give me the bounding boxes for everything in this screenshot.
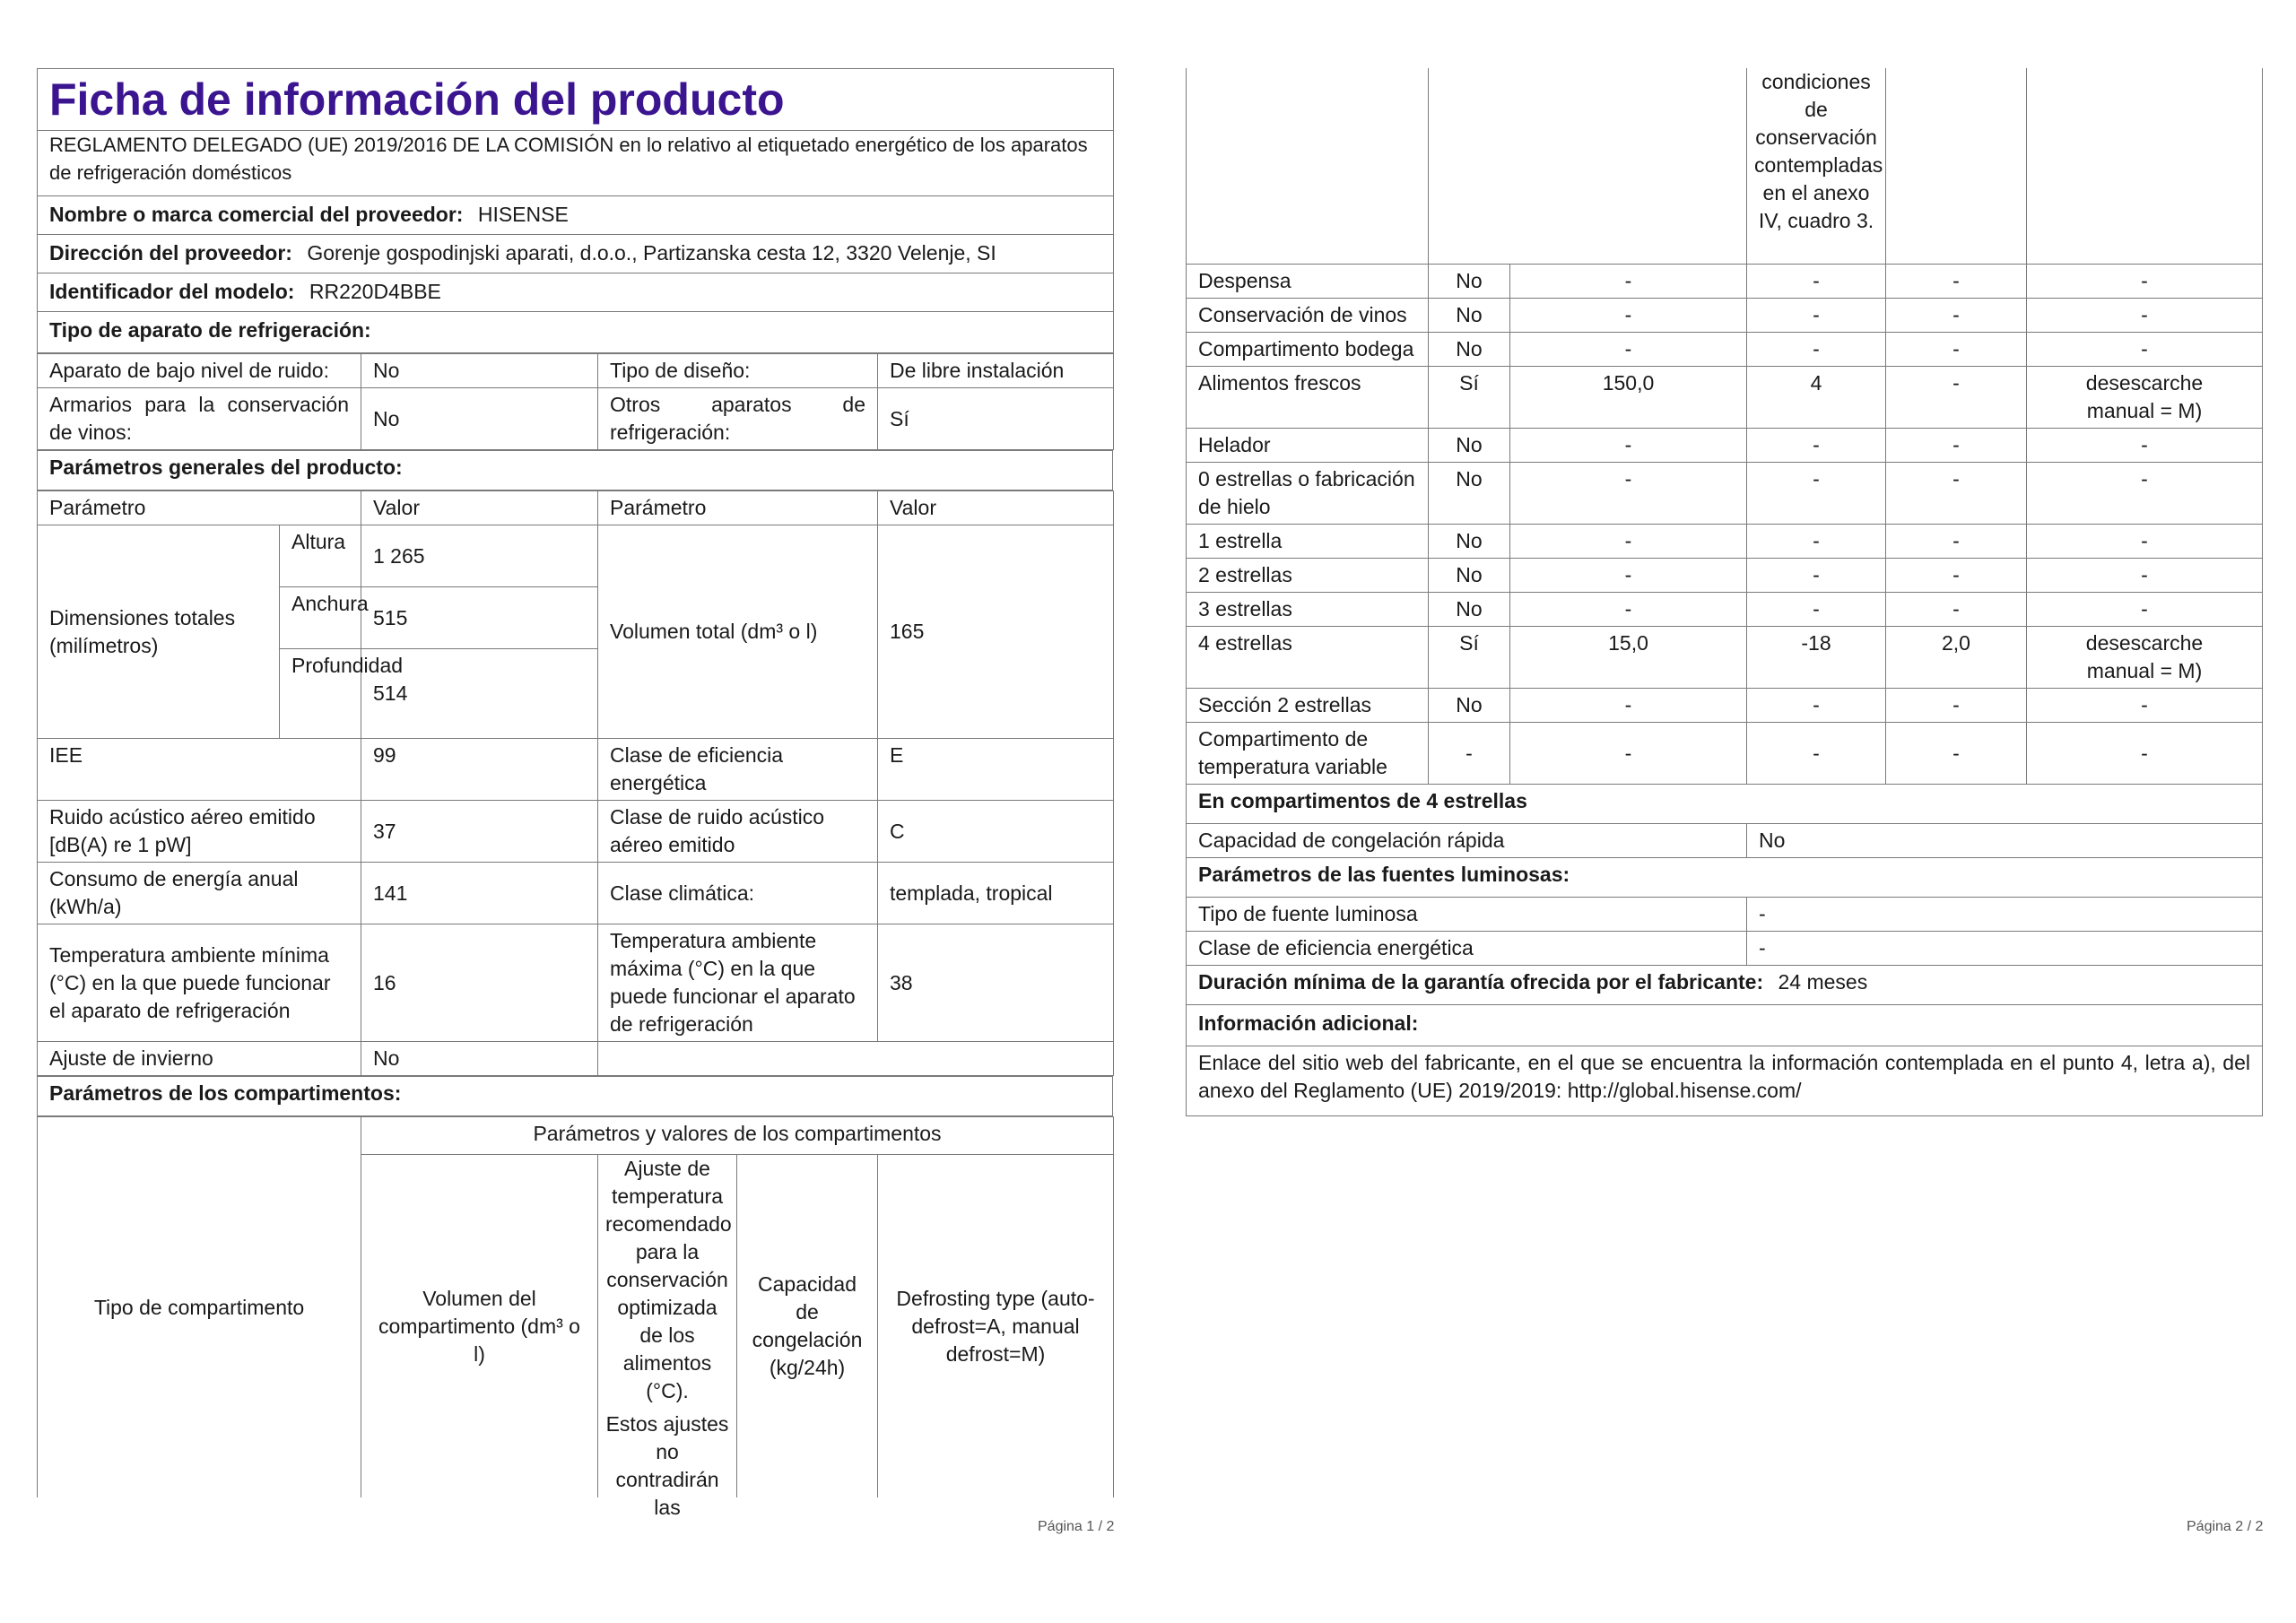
compartment-freeze: - — [1886, 525, 2027, 559]
compartment-volume: - — [1510, 559, 1747, 593]
noise-label: Ruido acústico aéreo emitido [dB(A) re 1 pW] — [38, 801, 361, 863]
compartment-defrost: - — [2027, 265, 2263, 299]
compartment-temp: - — [1747, 265, 1886, 299]
wine-storage-label: Armarios para la conservación de vinos: — [38, 388, 361, 450]
appliance-type-table — [37, 353, 1114, 450]
comp-params-header: Parámetros y valores de los compartimentos — [361, 1117, 1114, 1155]
climate-class-value: templada, tropical — [878, 863, 1114, 924]
total-volume-value: 165 — [878, 525, 1114, 739]
compartment-name: Sección 2 estrellas — [1187, 689, 1429, 723]
width-value: 515 — [361, 587, 598, 649]
header-continuation: condiciones de conservación contempladas en el anexo IV, cuadro 3. — [1747, 68, 1886, 265]
comp-freeze-header: Capacidad de congelación (kg/24h) — [737, 1155, 878, 1498]
model-row — [38, 273, 1114, 312]
page-1 — [37, 68, 1113, 1519]
eei-label: IEE — [38, 739, 361, 801]
light-type-label: Tipo de fuente luminosa — [1187, 898, 1747, 932]
compartment-present: No — [1429, 689, 1510, 723]
compartment-present: No — [1429, 593, 1510, 627]
compartment-temp: - — [1747, 723, 1886, 785]
compartment-row — [1187, 627, 2263, 689]
compartment-freeze: - — [1886, 367, 2027, 429]
compartment-temp: - — [1747, 463, 1886, 525]
regulation-text: REGLAMENTO DELEGADO (UE) 2019/2016 DE LA COMISIÓN en lo relativo al etiquetado energético de los aparatos de refrigeración domésticos — [38, 131, 1114, 196]
compartment-present: No — [1429, 463, 1510, 525]
other-appliances-value: Sí — [878, 388, 1114, 450]
eei-value: 99 — [361, 739, 598, 801]
compartment-row — [1187, 333, 2263, 367]
compartment-defrost: - — [2027, 689, 2263, 723]
min-temp-label: Temperatura ambiente mínima (°C) en la que puede funcionar el aparato de refrigeración — [38, 924, 361, 1042]
value-col-header-2: Valor — [878, 491, 1114, 525]
compartment-volume: 150,0 — [1510, 367, 1747, 429]
noise-class-value: C — [878, 801, 1114, 863]
compartment-row — [1187, 265, 2263, 299]
compartment-temp: - — [1747, 333, 1886, 367]
light-type-value: - — [1747, 898, 2263, 932]
compartment-present: Sí — [1429, 627, 1510, 689]
compartment-defrost: desescarche manual = M) — [2027, 627, 2263, 689]
cont-empty-3 — [1886, 68, 2027, 265]
compartment-temp: - — [1747, 299, 1886, 333]
compartment-name: Compartimento de temperatura variable — [1187, 723, 1429, 785]
compartment-present: No — [1429, 429, 1510, 463]
compartments-table — [1186, 68, 2263, 785]
comp-temp-header: Ajuste de temperatura recomendado para la conservación optimizada de los alimentos (°C). — [605, 1157, 732, 1402]
compartment-name: Compartimento bodega — [1187, 333, 1429, 367]
compartment-temp: - — [1747, 429, 1886, 463]
product-info-header-table — [37, 68, 1114, 353]
compartment-freeze: - — [1886, 333, 2027, 367]
supplier-address-label: Dirección del proveedor: — [49, 241, 292, 265]
compartment-volume: - — [1510, 525, 1747, 559]
compartments-heading: Parámetros de los compartimentos: — [38, 1077, 1113, 1116]
compartment-temp: - — [1747, 689, 1886, 723]
compartment-freeze: - — [1886, 689, 2027, 723]
compartment-defrost: - — [2027, 429, 2263, 463]
comp-temp-header-2: Estos ajustes no contradirán las — [605, 1412, 729, 1519]
width-label: Anchura — [280, 587, 361, 649]
compartment-temp: - — [1747, 525, 1886, 559]
compartment-defrost: desescarche manual = M) — [2027, 367, 2263, 429]
height-value: 1 265 — [361, 525, 598, 587]
max-temp-value: 38 — [878, 924, 1114, 1042]
general-params-heading: Parámetros generales del producto: — [38, 451, 1113, 490]
compartment-defrost: - — [2027, 559, 2263, 593]
fast-freeze-label: Capacidad de congelación rápida — [1187, 824, 1747, 858]
warranty-value: 24 meses — [1778, 970, 1868, 994]
compartment-name: 0 estrellas o fabricación de hielo — [1187, 463, 1429, 525]
compartment-present: No — [1429, 559, 1510, 593]
compartment-name: Helador — [1187, 429, 1429, 463]
compartment-row — [1187, 367, 2263, 429]
additional-heading: Información adicional: — [1187, 1005, 2263, 1046]
compartment-freeze: 2,0 — [1886, 627, 2027, 689]
compartments-heading-table — [37, 1076, 1113, 1116]
page-1-footer: Página 1 / 2 — [1038, 1519, 1115, 1534]
wine-storage-value: No — [361, 388, 598, 450]
compartments-header-table — [37, 1116, 1114, 1519]
dimensions-label: Dimensiones totales (milímetros) — [38, 525, 280, 739]
light-class-value: - — [1747, 932, 2263, 966]
compartment-freeze: - — [1886, 463, 2027, 525]
supplier-address-value: Gorenje gospodinjski aparati, d.o.o., Partizanska cesta 12, 3320 Velenje, SI — [307, 241, 996, 265]
compartment-present: No — [1429, 525, 1510, 559]
compartment-volume: - — [1510, 333, 1747, 367]
compartment-row — [1187, 689, 2263, 723]
document-title: Ficha de información del producto — [38, 69, 1114, 131]
compartment-defrost: - — [2027, 463, 2263, 525]
compartment-row — [1187, 299, 2263, 333]
compartment-row — [1187, 429, 2263, 463]
compartment-name: Despensa — [1187, 265, 1429, 299]
energy-class-value: E — [878, 739, 1114, 801]
compartment-volume: - — [1510, 299, 1747, 333]
low-noise-value: No — [361, 354, 598, 388]
winter-label: Ajuste de invierno — [38, 1042, 361, 1076]
compartment-rows — [1187, 265, 2263, 785]
four-star-table — [1186, 785, 2263, 1116]
additional-text: Enlace del sitio web del fabricante, en el que se encuentra la información contemplada en el punto 4, letra a), del anexo del Reglamento (UE) 2019/2019: http://global.hisense.com/ — [1187, 1046, 2263, 1116]
model-value: RR220D4BBE — [309, 280, 441, 303]
compartment-present: No — [1429, 265, 1510, 299]
winter-value: No — [361, 1042, 598, 1076]
compartment-defrost: - — [2027, 333, 2263, 367]
compartment-temp: 4 — [1747, 367, 1886, 429]
compartment-volume: - — [1510, 429, 1747, 463]
compartment-present: No — [1429, 333, 1510, 367]
compartment-defrost: - — [2027, 299, 2263, 333]
compartment-name: 2 estrellas — [1187, 559, 1429, 593]
supplier-name-value: HISENSE — [477, 203, 569, 226]
compartment-freeze: - — [1886, 593, 2027, 627]
compartment-present: - — [1429, 723, 1510, 785]
compartment-defrost: - — [2027, 525, 2263, 559]
compartment-freeze: - — [1886, 723, 2027, 785]
compartment-defrost: - — [2027, 723, 2263, 785]
cont-empty-4 — [2027, 68, 2263, 265]
annual-energy-value: 141 — [361, 863, 598, 924]
compartment-volume: - — [1510, 689, 1747, 723]
compartment-freeze: - — [1886, 429, 2027, 463]
low-noise-label: Aparato de bajo nivel de ruido: — [38, 354, 361, 388]
supplier-address-row — [38, 235, 1114, 273]
page-2-footer: Página 2 / 2 — [2187, 1519, 2264, 1534]
light-heading: Parámetros de las fuentes luminosas: — [1187, 858, 2263, 898]
param-col-header-2: Parámetro — [598, 491, 878, 525]
compartment-name: 1 estrella — [1187, 525, 1429, 559]
general-params-heading-table — [37, 450, 1113, 490]
compartment-name: 4 estrellas — [1187, 627, 1429, 689]
compartment-volume: - — [1510, 265, 1747, 299]
comp-volume-header: Volumen del compartimento (dm³ o l) — [361, 1155, 598, 1498]
comp-defrost-header: Defrosting type (auto-defrost=A, manual defrost=M) — [878, 1155, 1114, 1498]
compartment-temp: -18 — [1747, 627, 1886, 689]
depth-label: Profundidad — [280, 649, 361, 739]
compartment-row — [1187, 463, 2263, 525]
comp-temp-header-cell — [598, 1155, 737, 1519]
compartment-name: Alimentos frescos — [1187, 367, 1429, 429]
energy-class-label: Clase de eficiencia energética — [598, 739, 878, 801]
compartment-name: 3 estrellas — [1187, 593, 1429, 627]
compartment-name: Conservación de vinos — [1187, 299, 1429, 333]
total-volume-label: Volumen total (dm³ o l) — [598, 525, 878, 739]
annual-energy-label: Consumo de energía anual (kWh/a) — [38, 863, 361, 924]
compartment-present: Sí — [1429, 367, 1510, 429]
max-temp-label: Temperatura ambiente máxima (°C) en la que puede funcionar el aparato de refrigeración — [598, 924, 878, 1042]
compartment-volume: 15,0 — [1510, 627, 1747, 689]
four-star-heading: En compartimentos de 4 estrellas — [1187, 785, 2263, 824]
noise-class-label: Clase de ruido acústico aéreo emitido — [598, 801, 878, 863]
warranty-row — [1187, 966, 2263, 1005]
fast-freeze-value: No — [1747, 824, 2263, 858]
cont-empty-1 — [1187, 68, 1429, 265]
compartment-volume: - — [1510, 463, 1747, 525]
compartment-freeze: - — [1886, 265, 2027, 299]
supplier-name-row — [38, 196, 1114, 235]
climate-class-label: Clase climática: — [598, 863, 878, 924]
param-col-header: Parámetro — [38, 491, 361, 525]
compartment-freeze: - — [1886, 299, 2027, 333]
value-col-header: Valor — [361, 491, 598, 525]
compartment-present: No — [1429, 299, 1510, 333]
design-type-label: Tipo de diseño: — [598, 354, 878, 388]
height-label: Altura — [280, 525, 361, 587]
compartment-temp: - — [1747, 559, 1886, 593]
winter-empty-cell — [598, 1042, 1114, 1076]
warranty-label: Duración mínima de la garantía ofrecida por el fabricante: — [1198, 970, 1764, 994]
noise-value: 37 — [361, 801, 598, 863]
compartment-row — [1187, 559, 2263, 593]
page-2 — [1186, 68, 2262, 1116]
min-temp-value: 16 — [361, 924, 598, 1042]
comp-type-header: Tipo de compartimento — [38, 1117, 361, 1498]
compartment-freeze: - — [1886, 559, 2027, 593]
light-class-label: Clase de eficiencia energética — [1187, 932, 1747, 966]
appliance-type-heading: Tipo de aparato de refrigeración: — [38, 312, 1114, 353]
compartment-defrost: - — [2027, 593, 2263, 627]
compartment-volume: - — [1510, 593, 1747, 627]
compartment-row — [1187, 723, 2263, 785]
other-appliances-label: Otros aparatos de refrigeración: — [598, 388, 878, 450]
compartment-temp: - — [1747, 593, 1886, 627]
design-type-value: De libre instalación — [878, 354, 1114, 388]
supplier-name-label: Nombre o marca comercial del proveedor: — [49, 203, 464, 226]
cont-empty-2 — [1429, 68, 1747, 265]
general-params-table — [37, 490, 1114, 1076]
compartment-volume: - — [1510, 723, 1747, 785]
compartment-row — [1187, 593, 2263, 627]
depth-value: 514 — [361, 649, 598, 739]
model-label: Identificador del modelo: — [49, 280, 295, 303]
compartment-row — [1187, 525, 2263, 559]
